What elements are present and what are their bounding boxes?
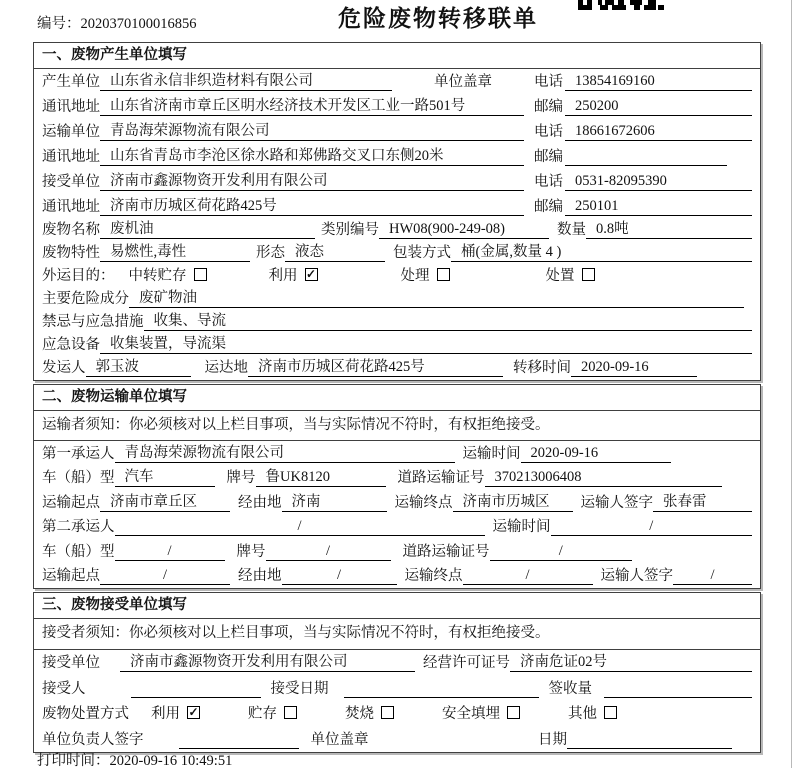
option-label: 安全填埋 — [442, 706, 500, 723]
carrier1-value: 青岛海荣源物流有限公司 — [115, 441, 455, 463]
option-label: 贮存 — [248, 706, 277, 723]
document-header — [0, 0, 796, 41]
category-code-label: 类别编号 — [321, 221, 379, 238]
route-start-label: 运输起点 — [42, 494, 100, 511]
receiver-unit-label: 接受单位 — [42, 655, 100, 672]
transport-time-label: 运输时间 — [462, 445, 521, 462]
route2-end-value: / — [463, 567, 593, 585]
transporter-phone-value: 18661672606 — [565, 123, 752, 141]
transport-unit-row — [34, 119, 760, 144]
route-start-value: 济南市章丘区 — [100, 490, 230, 512]
purpose-label: 外运目的： — [42, 267, 115, 284]
destination-label: 运达地 — [204, 359, 248, 376]
receive-addr-label: 通讯地址 — [42, 198, 100, 215]
receiver-unit-row — [34, 650, 760, 676]
transporter-zip-value — [565, 165, 727, 166]
transfer-time-label: 转移时间 — [513, 359, 571, 376]
taboo-row — [34, 311, 760, 334]
disposal-option-use — [151, 702, 200, 723]
checkbox-other-icon[interactable] — [604, 706, 617, 719]
road-license2-label: 道路运输证号 — [402, 543, 490, 560]
section-transporter — [33, 384, 761, 589]
vehicle-type-value: 汽车 — [115, 465, 215, 487]
section-producer-title: 一、废物产生单位填写 — [34, 43, 760, 69]
checkbox-transfer-storage-icon[interactable] — [194, 268, 207, 281]
operating-license-value: 济南危证02号 — [510, 650, 752, 672]
section-transporter-title: 二、废物运输单位填写 — [34, 385, 760, 411]
phone-label: 电话 — [534, 73, 563, 90]
section-producer — [33, 42, 761, 381]
purpose-option-dispose — [546, 264, 595, 285]
disposal-label: 废物处置方式 — [42, 706, 129, 723]
produce-addr-row — [34, 94, 760, 119]
disposal-option-landfill — [442, 702, 520, 723]
produce-addr-value: 山东省济南市章丘区明水经济技术开发区工业一路501号 — [100, 94, 524, 116]
transport-time-value: 2020-09-16 — [521, 445, 671, 463]
sender-value: 郭玉波 — [86, 355, 191, 377]
route1-row — [34, 490, 760, 515]
quantity-value: 0.8吨 — [586, 217, 752, 239]
waste-attr-value: 易燃性,毒性 — [100, 240, 250, 262]
carrier1-row — [34, 441, 760, 466]
plate-value: 鲁UK8120 — [256, 465, 386, 487]
serial-number: 2020370100016856 — [80, 16, 197, 32]
checkbox-landfill-icon[interactable] — [507, 706, 520, 719]
phone-label: 电话 — [534, 173, 563, 190]
option-label: 中转贮存 — [128, 267, 187, 284]
page-title: 危险废物转移联单 — [338, 6, 538, 31]
date-value — [567, 748, 732, 749]
packaging-label: 包装方式 — [393, 244, 451, 261]
carrier2-value: / — [115, 518, 485, 536]
equipment-value: 收集装置，导流渠 — [100, 332, 752, 354]
purpose-row — [34, 265, 760, 288]
main-hazard-row — [34, 288, 760, 311]
option-label: 利用 — [151, 706, 180, 723]
transport-unit-value: 青岛海荣源物流有限公司 — [100, 119, 524, 141]
produce-addr-label: 通讯地址 — [42, 98, 100, 115]
vehicle1-row — [34, 466, 760, 491]
road-license2-value: / — [490, 543, 633, 561]
equipment-row — [34, 334, 760, 357]
carrier2-label: 第二承运人 — [42, 519, 115, 536]
receiver-unit-value: 济南市鑫源物资开发利用有限公司 — [120, 650, 415, 672]
route-end-value: 济南市历城区 — [453, 490, 573, 512]
route-end-label: 运输终点 — [394, 494, 453, 511]
unit-seal-label: 单位盖章 — [310, 731, 369, 748]
plate2-value: / — [266, 543, 391, 561]
form-label: 形态 — [256, 244, 285, 261]
waste-name-row — [34, 219, 760, 242]
disposal-option-other — [568, 702, 617, 723]
print-time-label: 打印时间： — [37, 753, 110, 769]
page-edge-divider — [791, 0, 792, 768]
plate2-label: 牌号 — [236, 543, 266, 560]
main-hazard-value: 废矿物油 — [129, 286, 744, 308]
disposal-option-incinerate — [345, 702, 394, 723]
transport-addr-row — [34, 144, 760, 169]
signed-quantity-label: 签收量 — [548, 680, 592, 697]
transporter-sign-label: 运输人签字 — [580, 494, 653, 511]
receive-addr-value: 济南市历城区荷花路425号 — [100, 194, 524, 216]
transporter2-sign-label: 运输人签字 — [600, 568, 673, 585]
carrier2-row — [34, 515, 760, 540]
option-label: 焚烧 — [345, 706, 374, 723]
vehicle-type-label: 车（船）型 — [42, 470, 115, 487]
vehicle-type2-label: 车（船）型 — [42, 543, 115, 560]
route2-end-label: 运输终点 — [404, 568, 463, 585]
qr-code-fragment — [578, 0, 664, 10]
option-label: 其他 — [568, 706, 597, 723]
receiver-person-label: 接受人 — [42, 680, 86, 697]
road-license-value: 370213006408 — [485, 469, 723, 487]
responsible-sign-row — [34, 726, 760, 752]
section-receiver-title: 三、废物接受单位填写 — [34, 593, 760, 619]
producer-zip-value: 250200 — [565, 98, 752, 116]
checkbox-treat-icon[interactable] — [437, 268, 450, 281]
destination-value: 济南市历城区荷花路425号 — [248, 355, 503, 377]
checkbox-dispose-icon[interactable] — [582, 268, 595, 281]
option-label: 处置 — [545, 267, 575, 284]
zip-label: 邮编 — [534, 148, 563, 165]
taboo-value: 收集、导流 — [144, 309, 753, 331]
receive-addr-row — [34, 194, 760, 219]
purpose-option-use — [269, 264, 318, 285]
transfer-time-value: 2020-09-16 — [571, 359, 697, 377]
packaging-value: 桶(金属,数量 4 ) — [451, 240, 752, 262]
transport-time2-label: 运输时间 — [492, 519, 551, 536]
print-time-value: 2020-09-16 10:49:51 — [109, 753, 233, 769]
receiver-person-row — [34, 675, 760, 701]
manifest-table — [33, 42, 761, 756]
form-value: 液态 — [285, 240, 385, 262]
receive-date-value — [344, 697, 539, 698]
serial-label: 编号： — [37, 16, 81, 32]
taboo-label: 禁忌与应急措施 — [42, 313, 144, 330]
date-label: 日期 — [538, 731, 567, 748]
zip-label: 邮编 — [534, 198, 563, 215]
unit-seal-label: 单位盖章 — [434, 73, 492, 90]
main-hazard-label: 主要危险成分 — [42, 290, 129, 307]
disposal-row — [34, 701, 760, 727]
checkbox-incinerate-icon[interactable] — [381, 706, 394, 719]
purpose-option-treat — [401, 264, 450, 285]
disposal-option-store — [248, 702, 297, 723]
road-license-label: 道路运输证号 — [397, 470, 485, 487]
sender-row — [34, 357, 760, 380]
equipment-label: 应急设备 — [42, 336, 100, 353]
receiver-phone-value: 0531-82095390 — [565, 173, 752, 191]
route-via-value: 济南 — [282, 490, 387, 512]
section-receiver — [33, 592, 761, 752]
route2-via-label: 经由地 — [238, 568, 282, 585]
receive-date-label: 接受日期 — [270, 680, 329, 697]
receiver-person-value — [131, 697, 261, 698]
receiver-zip-value: 250101 — [565, 198, 752, 216]
produce-unit-row — [34, 69, 760, 94]
receiver-notice: 接受者须知：你必须核对以上栏目事项，当与实际情况不符时，有权拒绝接受。 — [34, 619, 760, 650]
plate-label: 牌号 — [226, 470, 256, 487]
transport-time2-value: / — [551, 518, 753, 536]
route2-row — [34, 564, 760, 589]
waste-attr-label: 废物特性 — [42, 244, 100, 261]
receive-unit-row — [34, 169, 760, 194]
print-time-row — [37, 749, 232, 770]
transport-addr-label: 通讯地址 — [42, 148, 100, 165]
vehicle2-row — [34, 539, 760, 564]
waste-name-label: 废物名称 — [42, 221, 100, 238]
receive-unit-label: 接受单位 — [42, 173, 100, 190]
option-label: 处理 — [400, 267, 430, 284]
carrier1-label: 第一承运人 — [42, 445, 115, 462]
vehicle-type2-value: / — [115, 543, 225, 561]
route2-via-value: / — [282, 567, 397, 585]
route-via-label: 经由地 — [238, 494, 282, 511]
option-label: 利用 — [268, 267, 298, 284]
receive-unit-value: 济南市鑫源物资开发利用有限公司 — [100, 169, 524, 191]
transport-unit-label: 运输单位 — [42, 123, 100, 140]
purpose-option-transfer-storage — [129, 264, 207, 285]
checkbox-use-icon[interactable]: ✓ — [305, 266, 317, 281]
route2-start-label: 运输起点 — [42, 568, 100, 585]
phone-label: 电话 — [534, 123, 563, 140]
transporter-sign-value: 张春雷 — [653, 490, 752, 512]
quantity-label: 数量 — [557, 221, 586, 238]
checkbox-store-icon[interactable] — [284, 706, 297, 719]
operating-license-label: 经营许可证号 — [423, 655, 510, 672]
sender-label: 发运人 — [42, 359, 86, 376]
waste-name-value: 废机油 — [100, 217, 315, 239]
produce-unit-label: 产生单位 — [42, 73, 100, 90]
transporter-notice: 运输者须知：你必须核对以上栏目事项，当与实际情况不符时，有权拒绝接受。 — [34, 411, 760, 442]
responsible-sign-label: 单位负责人签字 — [42, 731, 144, 748]
category-code-value: HW08(900-249-08) — [379, 221, 549, 239]
transport-addr-value: 山东省青岛市李沧区徐水路和郑佛路交叉口东侧20米 — [100, 144, 524, 166]
producer-phone-value: 13854169160 — [565, 73, 752, 91]
route2-start-value: / — [100, 567, 230, 585]
checkbox-use-icon[interactable]: ✓ — [188, 705, 199, 720]
signed-quantity-value — [604, 697, 752, 698]
transporter2-sign-value: / — [673, 567, 752, 585]
produce-unit-value: 山东省永信非织造材料有限公司 — [100, 69, 392, 91]
zip-label: 邮编 — [534, 98, 563, 115]
waste-attr-row — [34, 242, 760, 265]
